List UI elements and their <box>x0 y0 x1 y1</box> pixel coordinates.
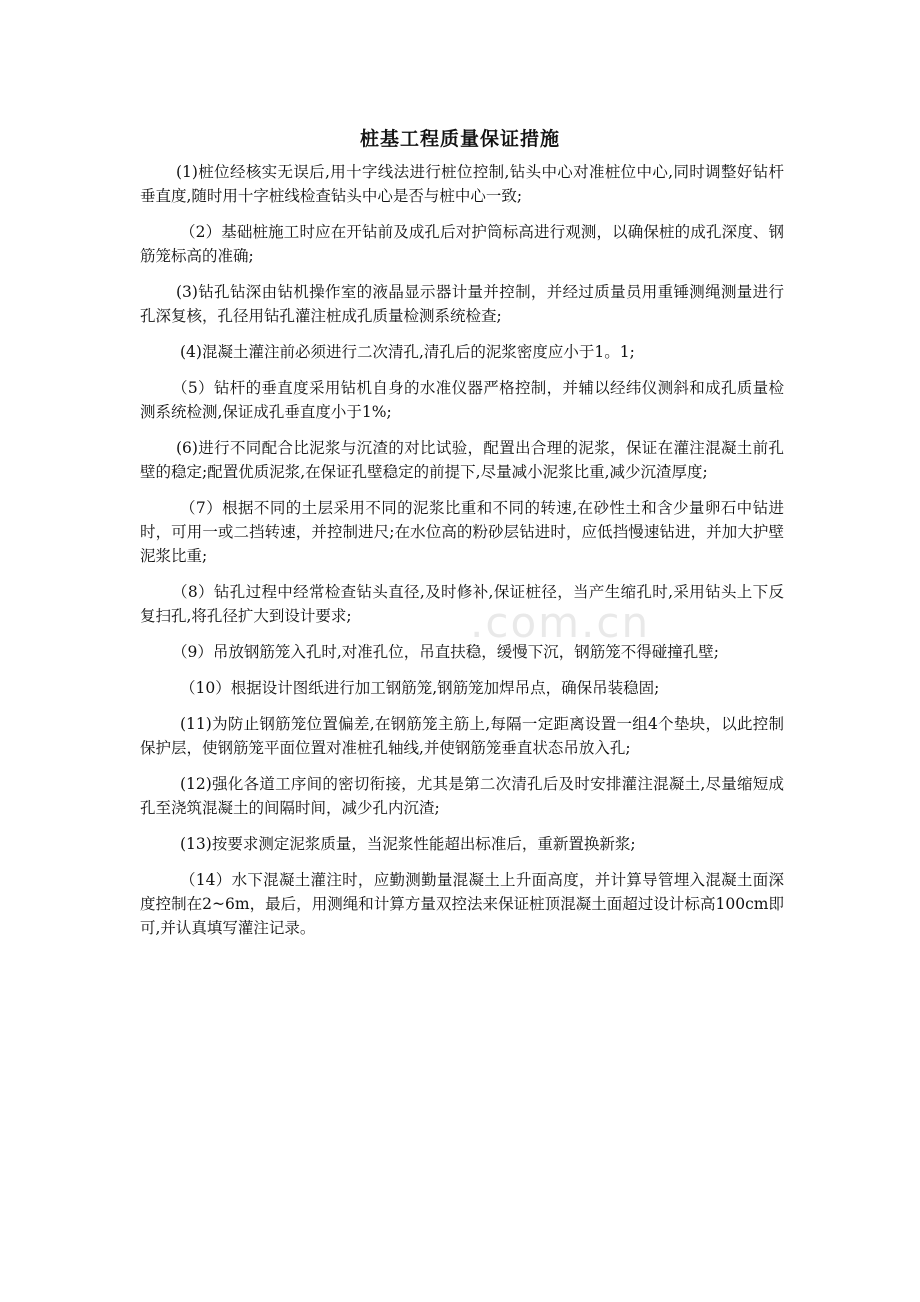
paragraph-13: (13)按要求测定泥浆质量，当泥浆性能超出标准后，重新置换新浆; <box>180 835 636 853</box>
paragraph-4: (4)混凝土灌注前必须进行二次清孔,清孔后的泥浆密度应小于1。1; <box>180 343 635 361</box>
watermark-text: .com.cn <box>470 598 651 647</box>
document-body <box>140 160 784 952</box>
paragraph-3: (3)钻孔钻深由钻机操作室的液晶显示器计量并控制，并经过质量员用重锤测绳测量进行孔深复核，孔径用钻孔灌注桩成孔质量检测系统检查; <box>140 283 784 325</box>
paragraph-7: （7）根据不同的土层采用不同的泥浆比重和不同的转速,在砂性土和含少量卵石中钻进时，可用一或二挡转速，并控制进尺;在水位高的粉砂层钻进时，应低挡慢速钻进，并加大护壁泥浆比重; <box>140 499 784 565</box>
paragraph-1: (1)桩位经核实无误后,用十字线法进行桩位控制,钻头中心对准桩位中心,同时调整好钻杆垂直度,随时用十字桩线检查钻头中心是否与桩中心一致; <box>140 163 784 205</box>
paragraph-14: （14）水下混凝土灌注时，应勤测勤量混凝土上升面高度，并计算导管埋入混凝土面深度控制在2~6m，最后，用测绳和计算方量双控法来保证桩顶混凝土面超过设计标高100cm即可,并认真填写灌注记录。 <box>140 871 784 937</box>
paragraph-12: (12)强化各道工序间的密切衔接，尤其是第二次清孔后及时安排灌注混凝土,尽量缩短成孔至浇筑混凝土的间隔时间，减少孔内沉渣; <box>140 775 784 817</box>
paragraph-5: （5）钻杆的垂直度采用钻机自身的水准仪器严格控制，并辅以经纬仪测斜和成孔质量检测系统检测,保证成孔垂直度小于1%; <box>140 379 784 421</box>
paragraph-2: （2）基础桩施工时应在开钻前及成孔后对护筒标高进行观测，以确保桩的成孔深度、钢筋笼标高的准确; <box>140 223 784 265</box>
paragraph-11: (11)为防止钢筋笼位置偏差,在钢筋笼主筋上,每隔一定距离设置一组4个垫块，以此控制保护层，使钢筋笼平面位置对准桩孔轴线,并使钢筋笼垂直状态吊放入孔; <box>140 715 784 757</box>
paragraph-8: （8）钻孔过程中经常检查钻头直径,及时修补,保证桩径，当产生缩孔时,采用钻头上下反复扫孔,将孔径扩大到设计要求; <box>140 583 784 625</box>
document-title: 桩基工程质量保证措施 <box>359 128 560 150</box>
paragraph-10: （10）根据设计图纸进行加工钢筋笼,钢筋笼加焊吊点，确保吊装稳固; <box>180 679 660 697</box>
paragraph-9: （9）吊放钢筋笼入孔时,对准孔位，吊直扶稳，缓慢下沉，钢筋笼不得碰撞孔壁; <box>172 643 720 661</box>
paragraph-6: (6)进行不同配合比泥浆与沉渣的对比试验，配置出合理的泥浆，保证在灌注混凝土前孔壁的稳定;配置优质泥浆,在保证孔壁稳定的前提下,尽量减小泥浆比重,减少沉渣厚度; <box>140 439 784 481</box>
